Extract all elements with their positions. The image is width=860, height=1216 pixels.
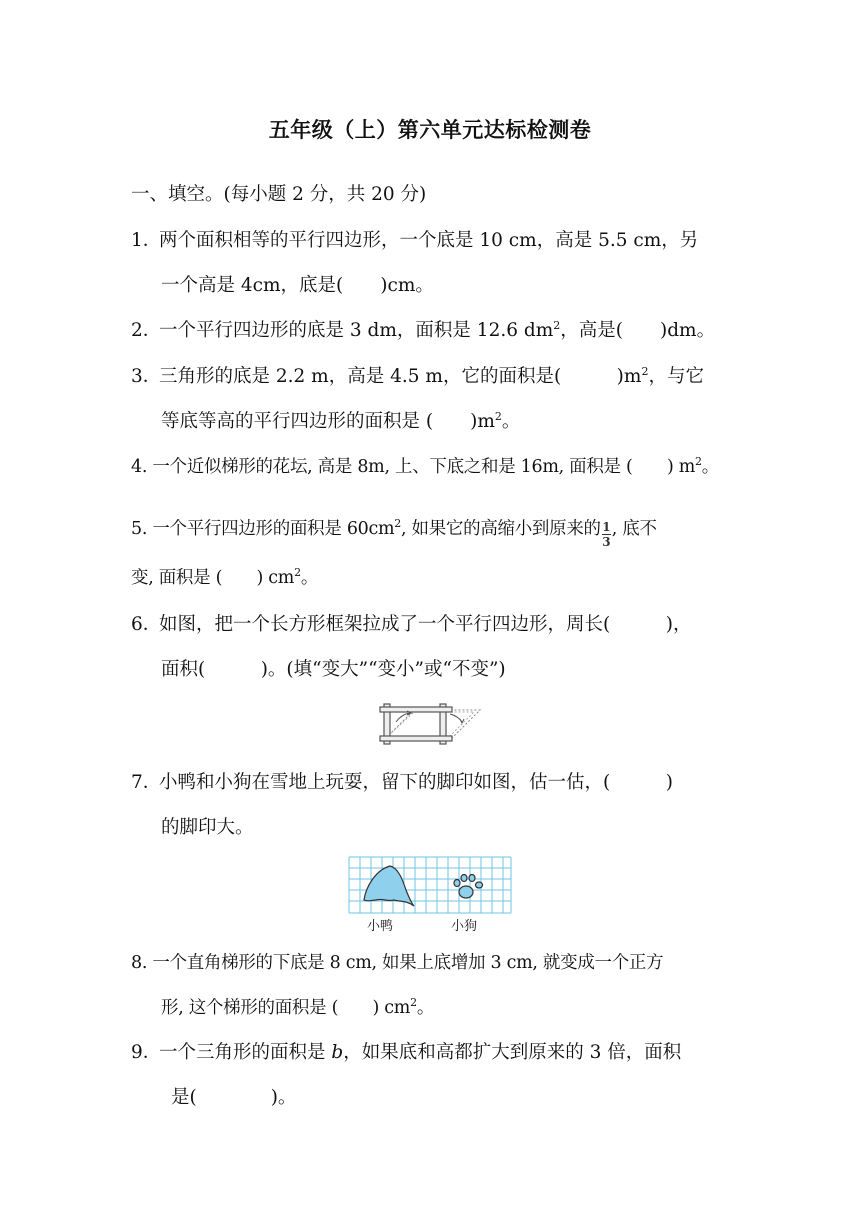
question-text: 形, 这个梯形的面积是 ( ) cm — [161, 998, 411, 1018]
question-1 — [131, 228, 698, 254]
question-text: 变, 面积是 ( ) cm — [131, 568, 295, 588]
superscript: 2 — [494, 410, 502, 423]
footprint-grid — [348, 856, 512, 916]
question-text: 5. 一个平行四边形的面积是 60cm — [131, 519, 395, 539]
question-3-line2 — [161, 409, 520, 435]
question-text-end: ，高是( )dm。 — [560, 320, 716, 341]
question-7-line2: 的脚印大。 — [161, 817, 254, 838]
page-title: 五年级（上）第六单元达标检测卷 — [268, 118, 592, 142]
question-text: 4. 一个近似梯形的花坛, 高是 8m, 上、下底之和是 16m, 面积是 ( ) m — [131, 457, 696, 477]
question-7 — [131, 770, 673, 796]
question-number: 6． — [131, 614, 162, 635]
question-text-end: 。 — [501, 411, 521, 432]
question-text: 两个面积相等的平行四边形，一个底是 10 cm，高是 5.5 cm，另 — [159, 230, 699, 251]
fraction-denominator: 3 — [602, 535, 611, 549]
section-heading: 一、填空。(每小题 2 分，共 20 分) — [131, 184, 427, 205]
question-text: 如图，把一个长方形框架拉成了一个平行四边形，周长( )， — [159, 614, 692, 635]
question-9 — [131, 1040, 681, 1066]
question-text-end: , 底不 — [611, 519, 657, 539]
question-5-line2 — [131, 565, 318, 591]
question-text: 一个三角形的面积是 — [159, 1042, 332, 1063]
duck-label: 小鸭 — [367, 919, 394, 934]
superscript: 2 — [641, 365, 649, 378]
question-text-end: 。 — [300, 568, 319, 588]
question-9-line2: 是( )。 — [171, 1087, 297, 1108]
fraction — [602, 521, 611, 548]
superscript: 2 — [695, 455, 702, 468]
frame-figure — [378, 700, 482, 748]
question-number: 2． — [131, 320, 162, 341]
question-text-end: 。 — [701, 457, 719, 477]
dog-footprint-shape — [454, 875, 483, 899]
question-2 — [131, 318, 715, 344]
superscript: 2 — [553, 319, 561, 332]
question-text: 等底等高的平行四边形的面积是 ( )m — [161, 411, 495, 432]
superscript: 2 — [294, 566, 301, 579]
question-5 — [131, 516, 657, 548]
superscript: 2 — [394, 517, 401, 530]
question-text: 小鸭和小狗在雪地上玩耍，留下的脚印如图，估一估，( ) — [159, 772, 673, 793]
question-number: 1． — [131, 230, 162, 251]
question-6-line2: 面积( )。(填“变大”“变小”或“不变”) — [161, 659, 506, 680]
dog-label: 小狗 — [451, 919, 478, 934]
question-8: 8. 一个直角梯形的下底是 8 cm, 如果上底增加 3 cm, 就变成一个正方 — [131, 953, 664, 973]
question-number: 3． — [131, 366, 162, 387]
question-text-end: ，与它 — [648, 366, 704, 387]
fraction-numerator: 1 — [602, 520, 611, 534]
question-text: 一个平行四边形的底是 3 dm，面积是 12.6 dm — [159, 320, 554, 341]
question-text-end: ，如果底和高都扩大到原来的 3 倍，面积 — [343, 1042, 682, 1063]
question-1-line2: 一个高是 4cm，底是( )cm。 — [161, 275, 434, 296]
footprint-figure — [348, 856, 512, 916]
superscript: 2 — [410, 996, 417, 1009]
variable-b: b — [331, 1042, 344, 1063]
question-text: 三角形的底是 2.2 m，高是 4.5 m，它的面积是( )m — [159, 366, 642, 387]
question-8-line2 — [161, 995, 434, 1021]
question-text-mid: , 如果它的高缩小到原来的 — [401, 519, 601, 539]
question-6 — [131, 612, 691, 638]
question-number: 9． — [131, 1042, 162, 1063]
question-3 — [131, 364, 704, 390]
question-number: 7． — [131, 772, 162, 793]
rectangle-to-parallelogram-diagram — [378, 700, 482, 748]
question-4 — [131, 454, 719, 480]
question-text-end: 。 — [416, 998, 435, 1018]
